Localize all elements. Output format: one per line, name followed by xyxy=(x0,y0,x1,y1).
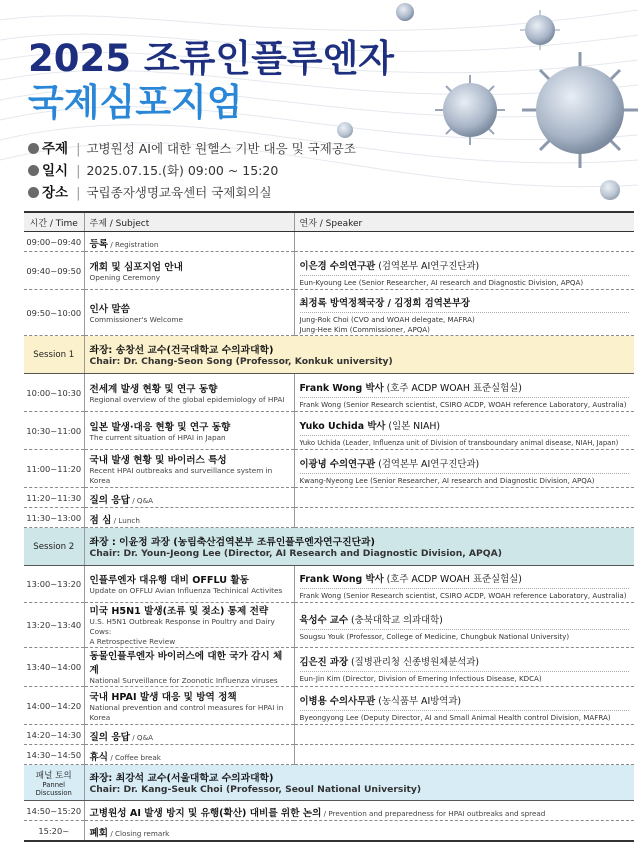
table-row: 11:00~11:20 국내 발생 현황 및 바이러스 특성 Recent HPAI outbreaks and surveillance system in Korea 이광녕 수의연구관 (검역본부 AI연구진단과) Kwang-Nyeong Lee (Senior Researcher, AI research and Diagnostic Division, APQA) xyxy=(24,450,634,488)
virus-icon xyxy=(520,10,560,50)
bullet-icon xyxy=(28,143,39,154)
table-row: 14:00~14:20 국내 HPAI 발생 대응 및 방역 정책 National prevention and control measures for HPAI in Korea 이병용 수의사무관 (농식품부 AI방역과) Byeongyong Lee (Deputy Director, AI and Small Animal Health control Division, MAFRA) xyxy=(24,687,634,725)
info-venue: 장소 | 국립종자생명교육센터 국제회의실 xyxy=(28,181,272,201)
table-row: 15:20~ 폐회 / Closing remark xyxy=(24,821,634,842)
info-theme: 주제 | 고병원성 AI에 대한 원헬스 기반 대응 및 국제공조 xyxy=(28,137,356,157)
table-row: 13:40~14:00 동물인플루엔자 바이러스에 대한 국가 감시 체계 National Surveillance for Zoonotic Influenza viruses 김은진 과장 (질병관리청 신종병원체분석과) Eun-Jin Kim (Director, Division of Emering Infectious Disease, KDCA) xyxy=(24,648,634,687)
virus-icon xyxy=(435,75,505,145)
table-row: 09:50~10:00 인사 말씀 Commissioner's Welcome 최정록 방역정책국장 / 김정희 검역본부장 Jung-Rok Choi (CVO and WOAH delegate, MAFRA) Jung-Hee Kim (Commissioner, APQA) xyxy=(24,290,634,336)
table-row: 09:00~09:40 등록 / Registration xyxy=(24,232,634,252)
title-symposium: 국제심포지엄 xyxy=(28,81,243,124)
table-row: 13:00~13:20 인플루엔자 대유행 대비 OFFLU 활동 Update on OFFLU Avian Influenza Techinical Activites Frank Wong 박사 (호주 ACDP WOAH 표준실험실) Frank Wong (Senior Research scientist, CSIRO ACDP, WOAH reference Laboratory, Australia) xyxy=(24,566,634,603)
session-1-row: Session 1 좌장: 송창선 교수(건국대학교 수의과대학) Chair: Dr. Chang-Seon Song (Professor, Konkuk university) xyxy=(24,336,634,374)
table-row: 11:30~13:00 점 심 / Lunch xyxy=(24,508,634,528)
table-row: 14:30~14:50 휴식 / Coffee break xyxy=(24,745,634,765)
table-row: 13:20~13:40 미국 H5N1 발생(조류 및 젖소) 통제 전략 U.S. H5N1 Outbreak Response in Poultry and Dairy Cows: A Retrospective Review 육성수 교수 (충북대학교 의과대학) Sougsu Youk (Professor, College of Medicine, Chungbuk National University) xyxy=(24,603,634,648)
table-row: 10:00~10:30 전세계 발생 현황 및 연구 동향 Regional overview of the global epidemiology of HPAI Frank Wong 박사 (호주 ACDP WOAH 표준실험실) Frank Wong (Senior Research scientist, CSIRO ACDP, WOAH reference Laboratory, Australia) xyxy=(24,374,634,412)
table-row: 09:40~09:50 개회 및 심포지엄 안내 Opening Ceremony 이은경 수의연구관 (검역본부 AI연구진단과) Eun-Kyoung Lee (Senior Researcher, AI research and Diagnostic Division, APQA) xyxy=(24,252,634,290)
panel-session-row: 패널 토의 Pannel Discussion 좌장: 최강석 교수(서울대학교 수의과대학) Chair: Dr. Kang-Seuk Choi (Professor, Seoul National University) xyxy=(24,765,634,801)
bullet-icon xyxy=(28,187,39,198)
table-row: 10:30~11:00 일본 발생·대응 현황 및 연구 동향 The current situation of HPAI in Japan Yuko Uchida 박사 (일본 NIAH) Yuko Uchida (Leader, Influenza unit of Division of transboundary animal disease, NIAH, Japan) xyxy=(24,412,634,450)
info-date: 일시 | 2025.07.15.(화) 09:00 ~ 15:20 xyxy=(28,159,278,179)
bullet-icon xyxy=(28,165,39,176)
title-year: 2025 조류인플루엔자 xyxy=(28,37,395,80)
table-row: 14:50~15:20 고병원성 AI 발생 방지 및 유행(확산) 대비를 위한 논의 / Prevention and preparedness for HPAI outbreaks and spread xyxy=(24,801,634,821)
table-row: 11:20~11:30 질의 응답 / Q&A xyxy=(24,488,634,508)
session-2-row: Session 2 좌장 : 이윤정 과장 (농림축산검역본부 조류인플루엔자연구진단과) Chair: Dr. Youn-Jeong Lee (Director, AI Research and Diagnostic Division, APQA) xyxy=(24,528,634,566)
table-header: 시간 / Time 주제 / Subject 연자 / Speaker xyxy=(24,212,634,232)
table-row: 14:20~14:30 질의 응답 / Q&A xyxy=(24,725,634,745)
program-table xyxy=(24,211,634,842)
